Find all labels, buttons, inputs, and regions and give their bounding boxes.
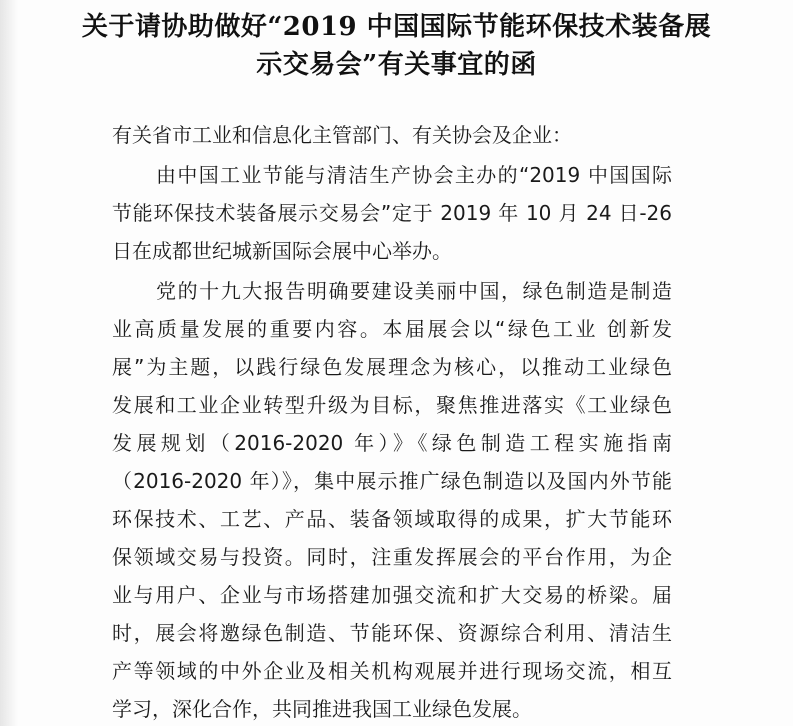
body-line: 展”为主题，以践行绿色发展理念为核心，以推动工业绿色 (112, 355, 672, 379)
body-line: 环保技术、工艺、产品、装备领域取得的成果，扩大节能环 (112, 507, 672, 531)
body-line: 业高质量发展的重要内容。本届展会以“绿色工业 创新发 (112, 317, 672, 341)
document-title-line-1: 关于请协助做好“2019 中国国际节能环保技术装备展 (81, 12, 712, 42)
salutation: 有关省市工业和信息化主管部门、有关协会及企业： (112, 123, 572, 147)
body-line: 业与用户、企业与市场搭建加强交流和扩大交易的桥梁。届 (112, 583, 672, 607)
scan-edge-shadow (0, 0, 18, 726)
body-line: 由中国工业节能与清洁生产协会主办的“2019 中国国际 (156, 163, 672, 187)
body-line: 发展和工业企业转型升级为目标，聚焦推进落实《工业绿色 (112, 393, 672, 417)
body-line: 党的十九大报告明确要建设美丽中国，绿色制造是制造 (156, 279, 672, 303)
body-line: 时，展会将邀绿色制造、节能环保、资源综合利用、清洁生 (112, 621, 672, 645)
body-line: 日在成都世纪城新国际会展中心举办。 (112, 239, 452, 263)
body-line: 产等领域的中外企业及相关机构观展并进行现场交流，相互 (112, 659, 672, 683)
body-line: 保领域交易与投资。同时，注重发挥展会的平台作用，为企 (112, 545, 672, 569)
body-line: 节能环保技术装备展示交易会”定于 2019 年 10 月 24 日-26 (112, 201, 672, 225)
body-line: 发展规划（2016-2020 年）》《绿色制造工程实施指南 (112, 431, 672, 455)
document-title-line-2: 示交易会”有关事宜的函 (256, 50, 537, 80)
body-line: （2016-2020 年）》，集中展示推广绿色制造以及国内外节能 (112, 469, 672, 493)
body-line: 学习，深化合作，共同推进我国工业绿色发展。 (112, 697, 532, 721)
